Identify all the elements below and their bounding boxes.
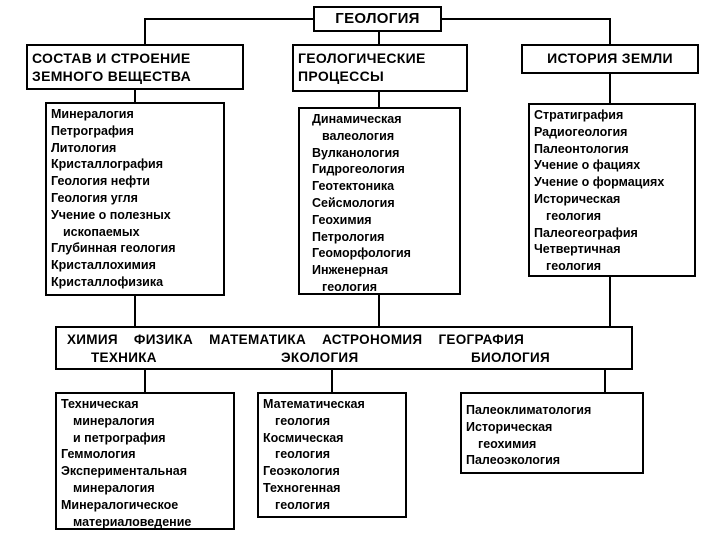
discipline-item: Историческая (534, 191, 621, 206)
category-label-line: ПРОЦЕССЫ (298, 68, 384, 84)
discipline-item: Палеоклиматология (466, 403, 592, 417)
discipline-list-composition (45, 102, 225, 296)
discipline-item: материаловедение (73, 514, 192, 529)
discipline-item: Геология угля (51, 190, 138, 205)
discipline-item: геология (275, 447, 331, 462)
discipline-item: Петрология (312, 229, 385, 244)
category-box-processes (292, 44, 468, 92)
discipline-item: Петрография (51, 123, 134, 138)
discipline-item: Стратиграфия (534, 108, 624, 122)
applied-list-math-space (257, 392, 407, 518)
discipline-item: Кристаллохимия (51, 258, 156, 273)
science-label: ГЕОГРАФИЯ (438, 332, 525, 347)
diagram-title: ГЕОЛОГИЯ (313, 6, 442, 32)
discipline-item: Динамическая (312, 112, 402, 126)
discipline-item: геология (546, 259, 602, 274)
discipline-item: Четвертичная (534, 242, 621, 257)
discipline-list-processes (298, 107, 461, 295)
science-label: БИОЛОГИЯ (471, 350, 551, 365)
discipline-item: Космическая (263, 430, 344, 445)
discipline-item: Радиогеология (534, 124, 628, 139)
discipline-item: Учение о фациях (534, 158, 641, 173)
discipline-item: Инженерная (312, 263, 389, 278)
science-label: АСТРОНОМИЯ (322, 332, 423, 347)
discipline-item: Геохимия (312, 212, 372, 227)
discipline-item: Вулканология (312, 145, 400, 160)
category-label-line: ГЕОЛОГИЧЕСКИЕ (298, 50, 426, 66)
discipline-item: ископаемых (63, 224, 140, 239)
category-label-line: СОСТАВ И СТРОЕНИЕ (32, 50, 191, 66)
science-label: ФИЗИКА (133, 332, 194, 347)
discipline-item: Учение о формациях (534, 175, 665, 190)
discipline-item: Палеогеография (534, 225, 638, 240)
discipline-item: Геология нефти (51, 174, 150, 189)
related-sciences-box (55, 326, 633, 370)
discipline-item: Сейсмология (312, 195, 395, 210)
discipline-item: Экспериментальная (61, 464, 188, 479)
category-box-history (521, 44, 699, 74)
discipline-item: геохимия (478, 436, 537, 451)
science-label: ТЕХНИКА (91, 350, 157, 365)
discipline-item: минералогия (73, 480, 155, 495)
category-label-line: ЗЕМНОГО ВЕЩЕСТВА (32, 68, 191, 84)
discipline-item: Учение о полезных (51, 207, 171, 222)
discipline-item: Минералогическое (61, 497, 179, 512)
category-label-line: ИСТОРИЯ ЗЕМЛИ (547, 50, 673, 66)
discipline-item: геология (275, 497, 331, 512)
discipline-item: Кристаллофизика (51, 274, 164, 289)
applied-list-paleo (460, 392, 644, 474)
discipline-item: Математическая (263, 397, 365, 411)
discipline-item: Геммология (61, 447, 136, 462)
discipline-item: Техническая (61, 397, 139, 411)
discipline-item: и петрография (73, 430, 166, 445)
discipline-item: геология (275, 413, 331, 428)
discipline-item: Гидрогеология (312, 162, 405, 177)
discipline-item: Техногенная (263, 480, 341, 495)
science-label: ХИМИЯ (67, 332, 118, 347)
discipline-item: геология (546, 208, 602, 223)
discipline-item: геология (322, 279, 378, 294)
discipline-item: минералогия (73, 413, 155, 428)
discipline-item: Палеоэкология (466, 453, 561, 468)
discipline-item: валеология (322, 128, 395, 143)
discipline-item: Геоэкология (263, 464, 340, 479)
category-box-composition (26, 44, 244, 90)
sciences-row-1 (67, 332, 524, 347)
discipline-item: Минералогия (51, 107, 134, 121)
discipline-item: Глубинная геология (51, 241, 176, 256)
science-label: ЭКОЛОГИЯ (281, 350, 359, 365)
discipline-item: Литология (51, 140, 117, 155)
discipline-item: Кристаллография (51, 157, 164, 172)
discipline-item: Палеонтология (534, 141, 629, 156)
discipline-list-history (528, 103, 696, 277)
science-label: МАТЕМАТИКА (209, 332, 307, 347)
discipline-item: Геотектоника (312, 179, 395, 194)
applied-list-mineral (55, 392, 235, 530)
discipline-item: Историческая (466, 419, 553, 434)
discipline-item: Геоморфология (312, 246, 411, 261)
